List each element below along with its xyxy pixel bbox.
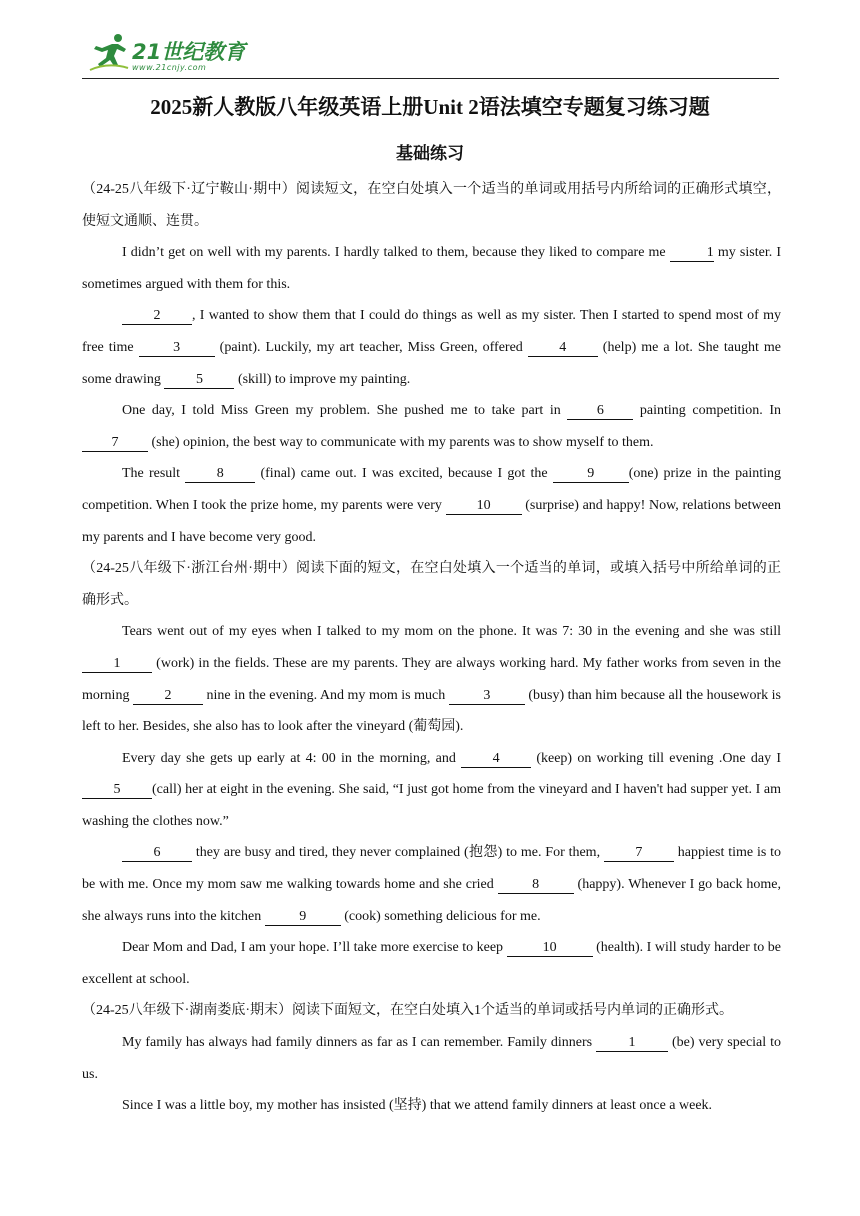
answer-blank[interactable]: 5 xyxy=(164,372,234,389)
answer-blank[interactable]: 5 xyxy=(82,782,152,799)
answer-blank[interactable]: 1 xyxy=(82,656,152,673)
answer-blank[interactable]: 4 xyxy=(461,751,531,768)
logo-url-text: www.21cnjy.com xyxy=(132,63,207,72)
question-instruction: （24-25八年级下·湖南娄底·期末）阅读下面短文，在空白处填入1个适当的单词或括号内单词的正确形式。 xyxy=(82,1003,733,1019)
passage-paragraph: Tears went out of my eyes when I talked to my mom on the phone. It was 7: 30 in the evening and she was still 1 (work) in the fields. These are my parents. They are always working hard. My father works from seven in the morning 2 nine in the evening. And my mom is much 3 (busy) than him because all the housework is left to her. Besides, she also has to look after the vineyard (葡萄园). xyxy=(82,624,781,735)
answer-blank[interactable]: 9 xyxy=(553,466,629,483)
page-header xyxy=(82,30,779,79)
passage-paragraph: I didn’t get on well with my parents. I hardly talked to them, because they liked to compare me 1 my sister. I sometimes argued with them for this. xyxy=(82,245,781,292)
answer-blank[interactable]: 2 xyxy=(133,688,203,705)
passage-paragraph: Every day she gets up early at 4: 00 in the morning, and 4 (keep) on working till evening .One day I 5 (call) her at eight in the evening. She said, “I just got home from the vineyard and I haven't had supper yet. I am washing the clothes now.” xyxy=(82,750,781,829)
passage-paragraph: My family has always had family dinners as far as I can remember. Family dinners 1 (be) very special to us. xyxy=(82,1035,781,1082)
answer-blank[interactable]: 3 xyxy=(139,340,215,357)
answer-blank[interactable]: 3 xyxy=(449,688,525,705)
answer-blank[interactable]: 6 xyxy=(567,403,633,420)
answer-blank[interactable]: 6 xyxy=(122,845,192,862)
page-title: 2025新人教版八年级英语上册Unit 2语法填空专题复习练习题 xyxy=(150,95,710,119)
passage-paragraph: 2 , I wanted to show them that I could do things as well as my sister. Then I started to spend most of my free time 3 (paint). Luckily, my art teacher, Miss Green, offered 4 (help) me a lot. She taught me some drawing 5 (skill) to improve my painting. xyxy=(82,308,781,387)
runner-logo-icon xyxy=(88,32,130,72)
passage-paragraph: 6 they are busy and tired, they never complained (抱怨) to me. For them, 7 happiest time is to be with me. Once my mom saw me walking towards home and she cried 8 (happy). Whenever I go back home, she always runs into the kitchen 9 (cook) something delicious for me. xyxy=(82,845,781,924)
answer-blank[interactable]: 10 xyxy=(507,940,593,957)
answer-blank[interactable]: 2 xyxy=(122,308,192,325)
answer-blank[interactable]: 7 xyxy=(82,435,148,452)
passage-paragraph: Dear Mom and Dad, I am your hope. I’ll take more exercise to keep 10 (health). I will study harder to be excellent at school. xyxy=(82,940,781,987)
answer-blank[interactable]: 1 xyxy=(596,1035,668,1052)
answer-blank[interactable]: 9 xyxy=(265,909,341,926)
answer-blank[interactable]: 1 xyxy=(670,245,714,262)
answer-blank[interactable]: 8 xyxy=(498,877,574,894)
question-instruction: （24-25八年级下·浙江台州·期中）阅读下面的短文，在空白处填入一个适当的单词，或填入括号中所给单词的正确形式。 xyxy=(82,561,781,608)
logo-brand-text: 21世纪教育 xyxy=(132,40,246,64)
passage-paragraph: One day, I told Miss Green my problem. She pushed me to take part in 6 painting competition. In 7 (she) opinion, the best way to communicate with my parents was to show myself to them. xyxy=(82,395,781,458)
section-heading: 基础练习 xyxy=(396,144,464,164)
question-instruction: （24-25八年级下·辽宁鞍山·期中）阅读短文，在空白处填入一个适当的单词或用括号内所给词的正确形式填空，使短文通顺、连贯。 xyxy=(82,182,781,229)
passage-paragraph: Since I was a little boy, my mother has insisted (坚持) that we attend family dinners at least once a week. xyxy=(122,1098,713,1114)
answer-blank[interactable]: 8 xyxy=(185,466,255,483)
logo xyxy=(88,32,245,72)
passage-paragraph: The result 8 (final) came out. I was excited, because I got the 9 (one) prize in the painting competition. When I took the prize home, my parents were very 10 (surprise) and happy! Now, relations between my parents and I have become very good. xyxy=(82,466,782,545)
answer-blank[interactable]: 7 xyxy=(604,845,674,862)
answer-blank[interactable]: 10 xyxy=(446,498,522,515)
answer-blank[interactable]: 4 xyxy=(528,340,598,357)
document-body xyxy=(82,174,781,1122)
